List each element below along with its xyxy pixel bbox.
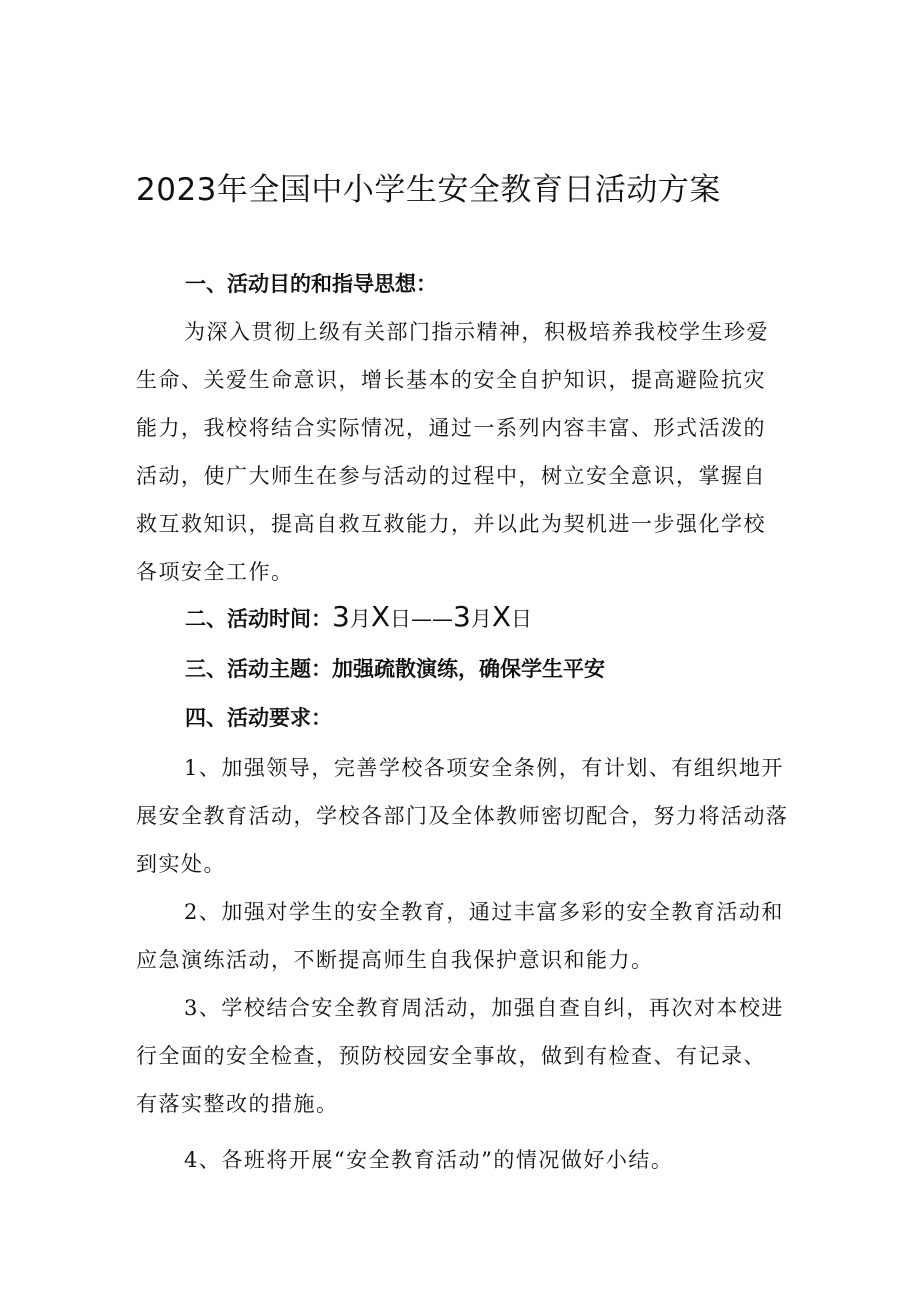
paragraph-line: 应急演练活动，不断提高师生自我保护意识和能力。 (136, 948, 654, 972)
paragraph-line: 为深入贯彻上级有关部门指示精神，积极培养我校学生珍爱 (184, 320, 769, 344)
section-3-heading: 三、活动主题：加强疏散演练，确保学生平安 (185, 657, 605, 681)
paragraph-line: 能力，我校将结合实际情况，通过一系列内容丰富、形式活泼的 (136, 416, 766, 440)
paragraph-line: 有落实整改的措施。 (136, 1092, 339, 1116)
start-month-number: 3 (332, 600, 350, 633)
requirement-item-4 (136, 1136, 796, 1184)
document-title: 2023年全国中小学生安全教育日活动方案 (136, 172, 721, 208)
paragraph-line: 4、各班将开展“安全教育活动”的情况做好小结。 (184, 1148, 674, 1172)
section-1-paragraph (136, 308, 796, 596)
month-label-2: 月 (470, 607, 492, 631)
day-label: 日 (511, 607, 533, 631)
paragraph-line: 生命、关爱生命意识，增长基本的安全自护知识，提高避险抗灾 (136, 368, 766, 392)
end-day-placeholder: X (491, 600, 512, 633)
requirement-item-1 (136, 744, 796, 888)
section-4-heading: 四、活动要求： (185, 706, 332, 730)
day-dash-label: 日—— (390, 607, 454, 631)
paragraph-line: 各项安全工作。 (136, 560, 294, 584)
section-2-label: 二、活动时间： (185, 607, 332, 631)
start-day-placeholder: X (370, 600, 391, 633)
section-2-heading (185, 601, 532, 635)
paragraph-line: 3、学校结合安全教育周活动，加强自查自纠，再次对本校进 (184, 996, 784, 1020)
section-1-heading: 一、活动目的和指导思想： (185, 272, 437, 296)
paragraph-line: 救互救知识，提高自救互救能力，并以此为契机进一步强化学校 (136, 512, 766, 536)
paragraph-line: 活动，使广大师生在参与活动的过程中，树立安全意识，掌握自 (136, 464, 766, 488)
paragraph-line: 1、加强领导，完善学校各项安全条例，有计划、有组织地开 (184, 756, 784, 780)
requirement-item-3 (136, 984, 796, 1128)
paragraph-line: 2、加强对学生的安全教育，通过丰富多彩的安全教育活动和 (184, 900, 784, 924)
end-month-number: 3 (453, 600, 471, 633)
requirement-item-2 (136, 888, 796, 984)
month-label: 月 (349, 607, 371, 631)
paragraph-line: 行全面的安全检查，预防校园安全事故，做到有检查、有记录、 (136, 1044, 766, 1068)
paragraph-line: 到实处。 (136, 852, 226, 876)
paragraph-line: 展安全教育活动，学校各部门及全体教师密切配合，努力将活动落 (136, 804, 789, 828)
